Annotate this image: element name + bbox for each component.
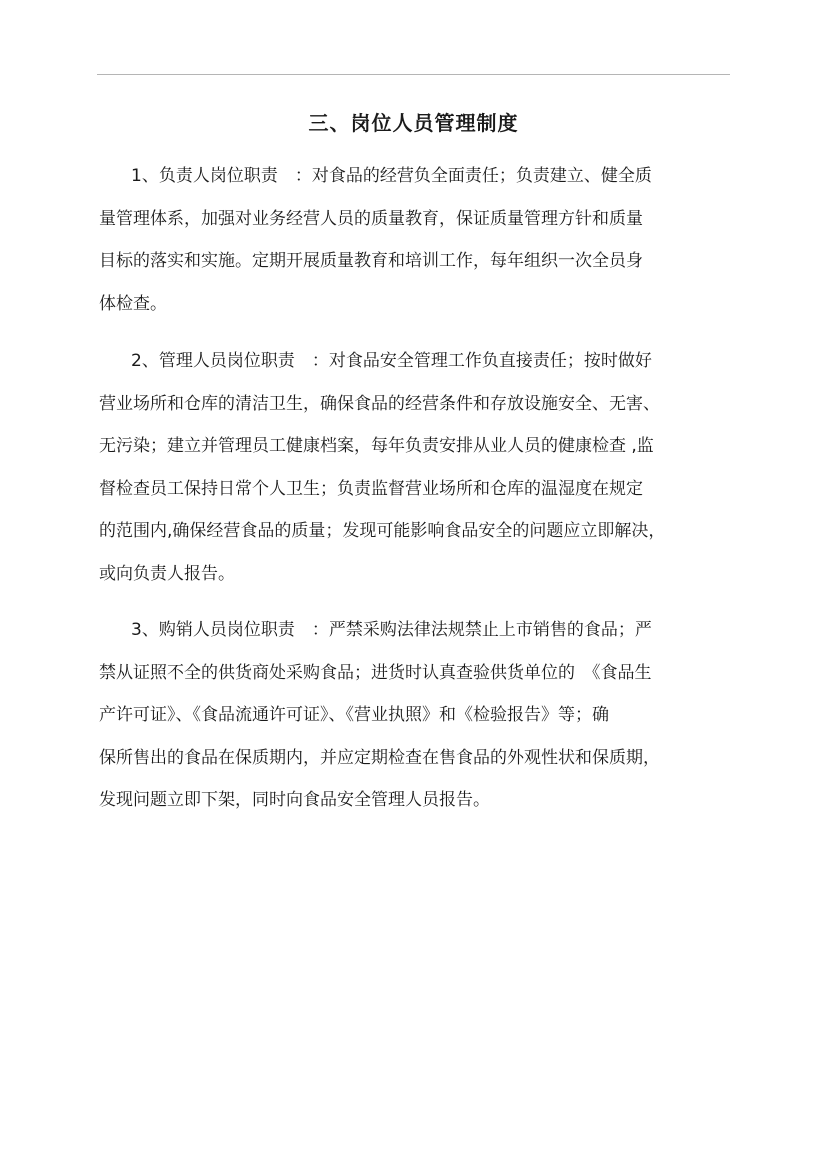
paragraph-line: 保所售出的食品在保质期内，并应定期检查在售食品的外观性状和保质期，	[99, 747, 660, 768]
paragraph-line: 2、管理人员岗位职责 ：对食品安全管理工作负直接责任；按时做好	[131, 351, 652, 371]
page-title: 三、岗位人员管理制度	[308, 111, 519, 135]
header-rule	[97, 74, 730, 75]
paragraph-line: 量管理体系，加强对业务经营人员的质量教育，保证质量管理方针和质量	[99, 208, 643, 229]
paragraph-line: 3、购销人员岗位职责 ：严禁采购法律法规禁止上市销售的食品；严	[131, 620, 652, 640]
paragraph-line: 目标的落实和实施。定期开展质量教育和培训工作，每年组织一次全员身	[99, 251, 643, 271]
paragraph-line: 督检查员工保持日常个人卫生；负责监督营业场所和仓库的温湿度在规定	[99, 478, 643, 499]
paragraph-line: 的范围内,确保经营食品的质量；发现可能影响食品安全的问题应立即解决，	[99, 521, 666, 541]
paragraph-head-duties	[99, 155, 739, 325]
paragraph-line: 1、负责人岗位职责 ：对食品的经营负全面责任；负责建立、健全质	[131, 166, 652, 186]
paragraph-line: 无污染；建立并管理员工健康档案，每年负责安排从业人员的健康检查 ,监	[99, 436, 654, 456]
paragraph-line: 体检查。	[99, 293, 167, 314]
paragraph-line: 产许可证》、《食品流通许可证》、《营业执照》和《检验报告》等；确	[99, 705, 609, 725]
paragraph-line: 禁从证照不全的供货商处采购食品；进货时认真查验供货单位的 《食品生	[99, 662, 652, 683]
paragraph-purchasing-duties	[99, 609, 739, 822]
paragraph-line: 发现问题立即下架，同时向食品安全管理人员报告。	[99, 790, 490, 810]
paragraph-line: 或向负责人报告。	[99, 563, 235, 584]
paragraph-manager-duties	[99, 340, 739, 595]
paragraph-line: 营业场所和仓库的清洁卫生，确保食品的经营条件和存放设施安全、无害、	[99, 393, 660, 414]
